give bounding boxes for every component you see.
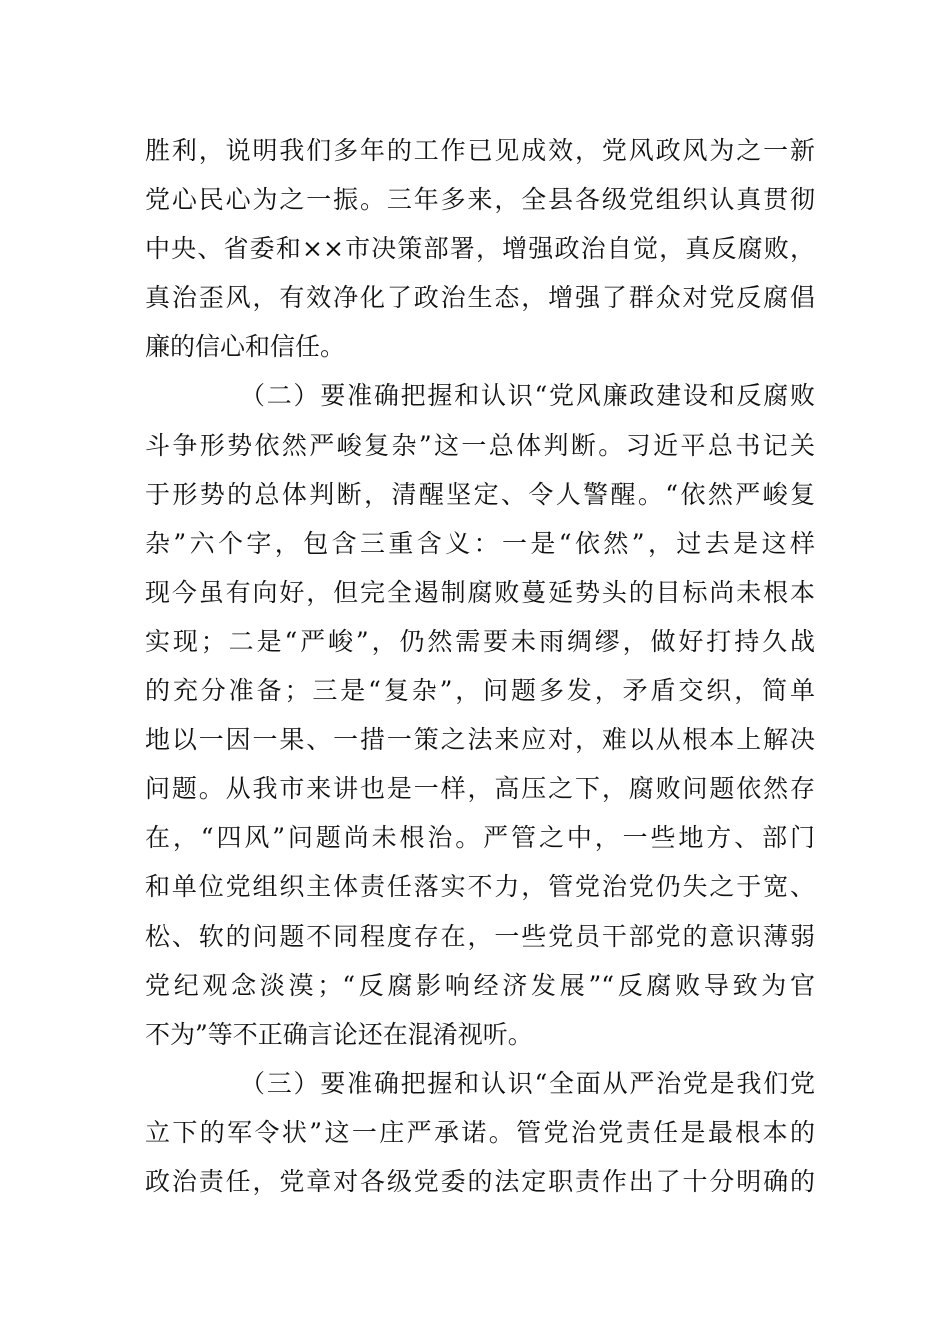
text-line: 的充分准备；三是“复杂”，问题多发，矛盾交织，简单 — [145, 676, 815, 706]
text-line: 立下的军令状”这一庄严承诺。管党治党责任是最根本的 — [145, 1117, 815, 1147]
section-heading-line: （二）要准确把握和认识“党风廉政建设和反腐败 — [240, 381, 815, 411]
document-body — [145, 126, 815, 1206]
text-line: 真治歪风，有效净化了政治生态，增强了群众对党反腐倡 — [145, 283, 815, 313]
text-line: 胜利，说明我们多年的工作已见成效，党风政风为之一新 — [145, 136, 815, 165]
text-line: 现今虽有向好，但完全遏制腐败蔓延势头的目标尚未根本 — [145, 577, 815, 607]
text-line: 杂”六个字，包含三重含义：一是“依然”，过去是这样 — [145, 528, 815, 558]
text-line: 在，“四风”问题尚未根治。严管之中，一些地方、部门 — [145, 823, 815, 853]
text-line: 政治责任，党章对各级党委的法定职责作出了十分明确的 — [145, 1166, 815, 1196]
text-line: 于形势的总体判断，清醒坚定、令人警醒。“依然严峻复 — [145, 479, 815, 509]
text-line: 实现；二是“严峻”，仍然需要未雨绸缪，做好打持久战 — [145, 626, 815, 656]
text-line: 党心民心为之一振。三年多来，全县各级党组织认真贯彻 — [145, 185, 815, 215]
text-line: 不为”等不正确言论还在混淆视听。 — [145, 1019, 533, 1049]
text-line: 问题。从我市来讲也是一样，高压之下，腐败问题依然存 — [145, 774, 815, 804]
text-line: 地以一因一果、一措一策之法来应对，难以从根本上解决 — [145, 725, 815, 755]
text-line: 松、软的问题不同程度存在，一些党员干部党的意识薄弱 — [145, 921, 815, 951]
text-line: 党纪观念淡漠；“反腐影响经济发展”“反腐败导致为官 — [145, 970, 815, 1000]
text-line: 和单位党组织主体责任落实不力，管党治党仍失之于宽、 — [145, 872, 815, 902]
text-line: 斗争形势依然严峻复杂”这一总体判断。习近平总书记关 — [145, 430, 815, 460]
text-line: 中央、省委和××市决策部署，增强政治自觉，真反腐败， — [145, 234, 815, 264]
section-heading-line: （三）要准确把握和认识“全面从严治党是我们党 — [240, 1068, 815, 1098]
text-line: 廉的信心和信任。 — [145, 332, 346, 362]
